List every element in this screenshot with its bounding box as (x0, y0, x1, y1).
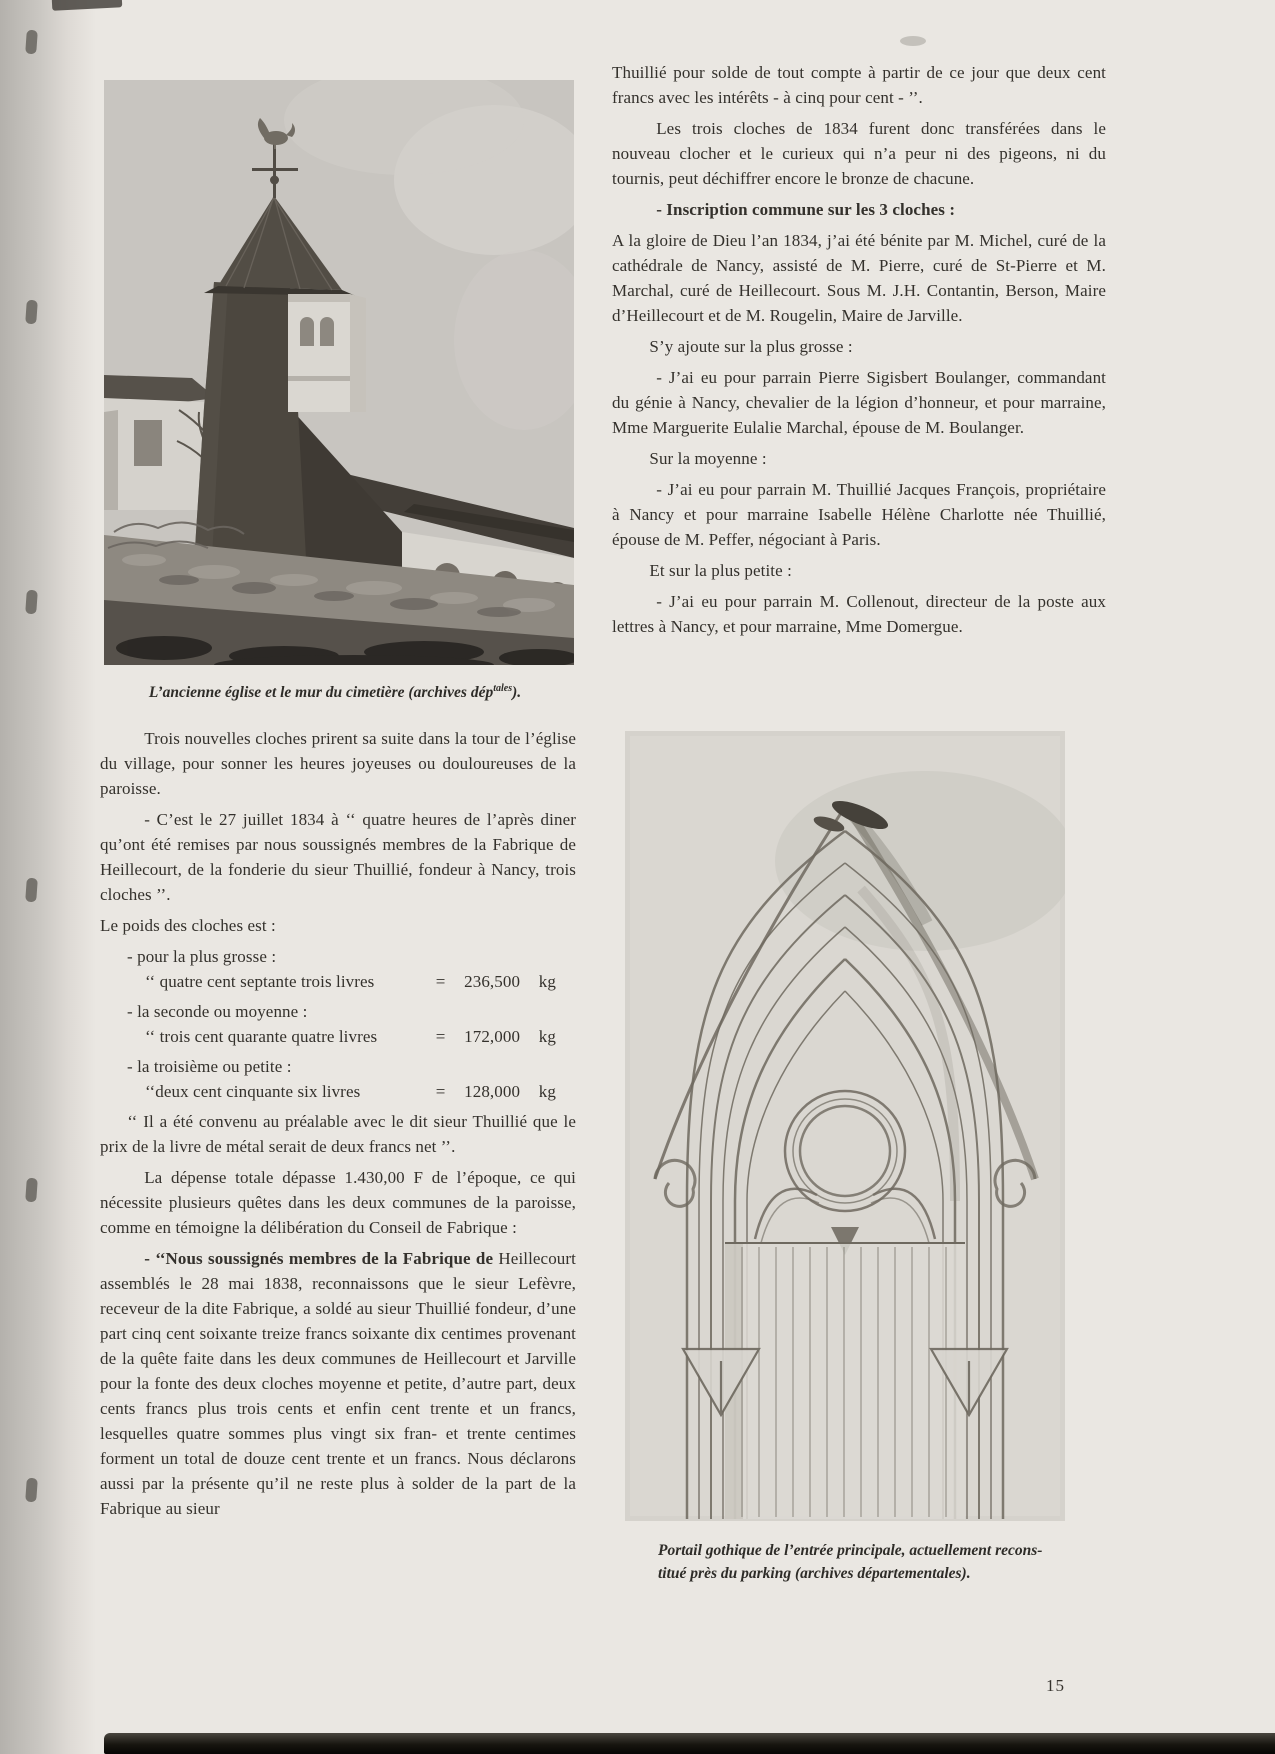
paragraph (100, 1246, 576, 1521)
paragraph: - C’est le 27 juillet 1834 à ‘‘ quatre heures de l’après diner qu’ont été remises par nous soussignés membres de la Fabrique de Heillecourt, de la fonderie du sieur Thuillié, fondeur à Nancy, trois cloches ’’. (100, 810, 576, 905)
subheading: Et sur la plus petite : (649, 561, 792, 580)
right-column (612, 60, 1106, 1585)
caption-superscript: tales (493, 683, 513, 694)
binding-mark (25, 300, 38, 325)
binding-mark (25, 1178, 38, 1203)
weight-text: ‘‘deux cent cinquante six livres (145, 1082, 361, 1102)
portal-illustration (625, 731, 1065, 1521)
left-column-text (100, 726, 576, 1521)
weight-text: ‘‘ trois cent quarante quatre livres (145, 1027, 378, 1047)
old-church-photo (104, 80, 574, 665)
paragraph-rest: Heillecourt assemblés le 28 mai 1838, reconnaissons que le sieur Lefèvre, receveur de la dite Fabrique, a soldé au sieur Thuillié fondeur, d’une part cinq cent soixante treize francs soixante dix centimes provenant de la quête faite dans les deux communes de Heillecourt et Jarville pour la fonte des deux cloches moyenne et petite, d’autre part, deux cents francs plus trois cents et enfin cent trente et un francs, lesquelles quatre sommes plus vingt six fran- et trente centimes forment un total de douze cent trente et un francs. Nous déclarons aussi par la présente qu’il ne reste plus à solder de la part de la Fabrique au sieur (100, 1249, 576, 1519)
next-page-edge-shadow (104, 1733, 1275, 1754)
church-illustration (104, 80, 574, 665)
weight-label: - pour la plus grosse : (127, 947, 277, 967)
left-column (100, 80, 576, 1527)
binding-mark (25, 878, 38, 903)
page-number: 15 (1046, 1676, 1065, 1695)
caption-tail: ). (512, 684, 522, 702)
bell-weight-item (100, 1054, 576, 1104)
paragraph: Le poids des cloches est : (100, 916, 276, 936)
binding-mark (25, 30, 38, 55)
weight-value: = 236,500 kg (435, 972, 556, 992)
subheading: S’y ajoute sur la plus grosse : (649, 337, 853, 356)
paragraph: - J’ai eu pour parrain Pierre Sigisbert Boulanger, commandant du génie à Nancy, chevalier de la légion d’honneur, et pour marraine, Mme Marguerite Eulalie Marchal, épouse de M. Boulanger. (612, 368, 1106, 437)
paragraph: - J’ai eu pour parrain M. Thuillié Jacques François, propriétaire à Nancy et pour marraine Isabelle Hélène Charlotte née Thuillié, épouse de M. Peffer, négociant à Paris. (612, 480, 1106, 549)
caption-line: Portail gothique de l’entrée principale, actuellement recons- (658, 1542, 1043, 1559)
gothic-portal-drawing (625, 731, 1065, 1521)
portal-drawing-caption (612, 1539, 1060, 1585)
caption-text: L’ancienne église et le mur du cimetière (archives dép (148, 684, 494, 702)
caption-line: titué près du parking (archives départementales). (658, 1565, 971, 1582)
paragraph: Thuillié pour solde de tout compte à partir de ce jour que deux cent francs avec les intérêts - à cinq pour cent - ’’. (612, 63, 1106, 107)
scan-gutter-shadow (0, 0, 96, 1754)
binding-mark (25, 590, 38, 615)
paragraph: Trois nouvelles cloches prirent sa suite dans la tour de l’église du village, pour sonner les heures joyeuses ou douloureuses de la paroisse. (100, 729, 576, 799)
weight-text: ‘‘ quatre cent septante trois livres (145, 972, 375, 992)
bell-weight-item (100, 999, 576, 1049)
bell-weight-item (100, 944, 576, 994)
section-heading: - Inscription commune sur les 3 cloches : (656, 200, 956, 219)
binding-mark (25, 1478, 38, 1503)
paragraph: ‘‘ Il a été convenu au préalable avec le dit sieur Thuillié que le prix de la livre de métal serait de deux francs net ’’. (100, 1112, 576, 1157)
right-column-text (612, 60, 1106, 639)
weight-value: = 172,000 kg (435, 1027, 556, 1047)
paragraph: - J’ai eu pour parrain M. Collenout, directeur de la poste aux lettres à Nancy, et pour marraine, Mme Domergue. (612, 592, 1106, 636)
weight-label: - la troisième ou petite : (127, 1057, 292, 1077)
paragraph: La dépense totale dépasse 1.430,00 F de l’époque, ce qui nécessite plusieurs quêtes dans les deux communes de la paroisse, comme en témoigne la délibération du Conseil de Fabrique : (100, 1168, 576, 1238)
subheading: Sur la moyenne : (649, 449, 767, 468)
weight-label: - la seconde ou moyenne : (127, 1002, 308, 1022)
paragraph-lead: - ‘‘Nous soussignés membres de la Fabrique de (144, 1249, 494, 1269)
church-photo-caption (100, 677, 570, 704)
scan-speck (900, 36, 926, 46)
paragraph: Les trois cloches de 1834 furent donc transférées dans le nouveau clocher et le curieux qui n’a peur ni des pigeons, ni du tournis, peut déchiffrer encore le bronze de chacune. (612, 119, 1106, 188)
weight-value: = 128,000 kg (435, 1082, 556, 1102)
paragraph: A la gloire de Dieu l’an 1834, j’ai été bénite par M. Michel, curé de la cathédrale de Nancy, assisté de M. Pierre, curé de St-Pierre et M. Marchal, curé de Heillecourt. Sous M. J.H. Contantin, Berson, Maire d’Heillecourt et de M. Rougelin, Maire de Jarville. (612, 231, 1106, 325)
